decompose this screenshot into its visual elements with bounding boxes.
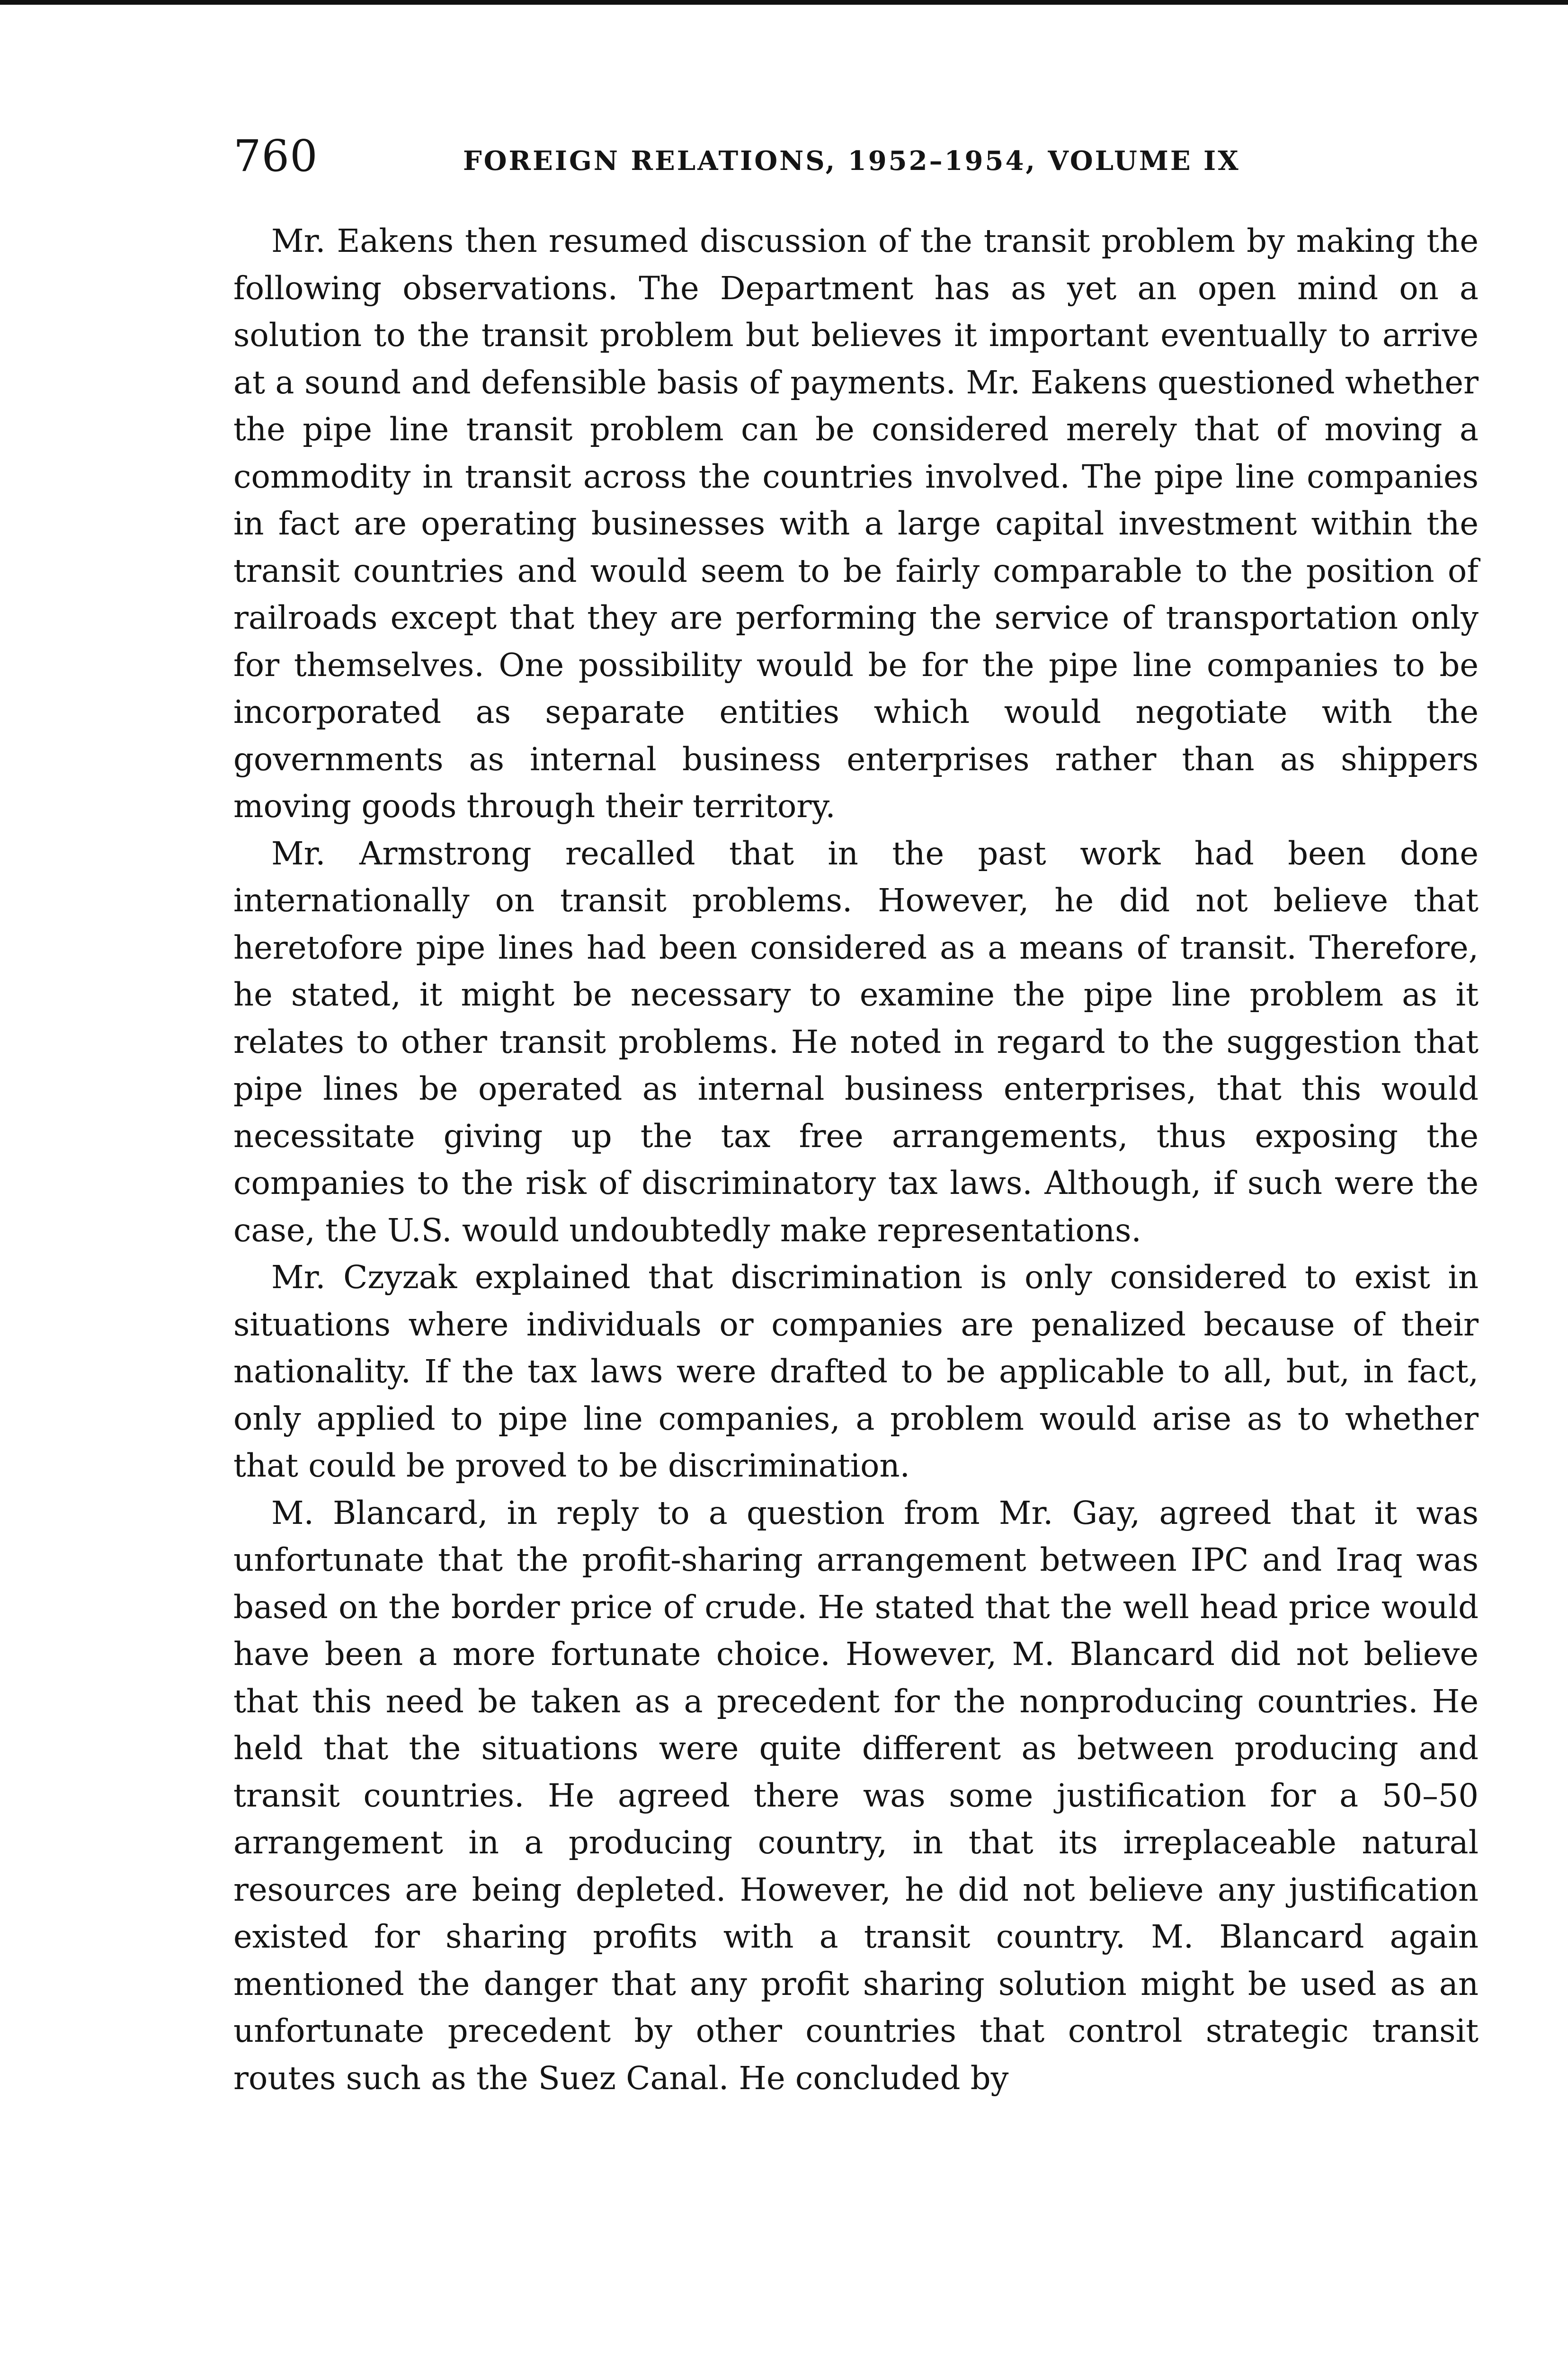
top-border-rule: [0, 0, 1568, 5]
paragraph-czyzak: Mr. Czyzak explained that discrimination is only considered to exist in situations where individuals or companies are penalized because of their nationality. If the tax laws were drafted to be applicable to all, but, in fact, only applied to pipe line companies, a problem would arise as to whether that could be proved to be discrimination.: [233, 1259, 1479, 1484]
body-text: [233, 218, 1479, 2102]
paragraph-blancard: M. Blancard, in reply to a question from Mr. Gay, agreed that it was unfortunate that the profit-sharing arrangement between IPC and Iraq was based on the border price of crude. He stated that the well head price would have been a more fortunate choice. However, M. Blancard did not believe that this need be taken as a precedent for the nonproducing countries. He held that the situations were quite different as between producing and transit countries. He agreed there was some justification for a 50–50 arrangement in a producing country, in that its irreplaceable natural resources are being depleted. However, he did not believe any justification existed for sharing profits with a transit country. M. Blancard again mentioned the danger that any profit sharing solution might be used as an unfortunate precedent by other countries that control strategic transit routes such as the Suez Canal. He concluded by: [233, 1494, 1479, 2097]
paragraph-eakens: Mr. Eakens then resumed discussion of the transit problem by making the following observations. The Department has as yet an open mind on a solution to the transit problem but believes it important eventually to arrive at a sound and defensible basis of payments. Mr. Eakens questioned whether the pipe line transit problem can be considered merely that of moving a commodity in transit across the countries involved. The pipe line companies in fact are operating businesses with a large capital investment within the transit countries and would seem to be fairly comparable to the position of railroads except that they are performing the service of transportation only for themselves. One possibility would be for the pipe line companies to be incorporated as separate entities which would negotiate with the governments as internal business enterprises rather than as shippers moving goods through their territory.: [233, 222, 1479, 825]
paragraph-armstrong: Mr. Armstrong recalled that in the past work had been done internationally on transit problems. However, he did not believe that heretofore pipe lines had been considered as a means of transit. Therefore, he stated, it might be necessary to examine the pipe line problem as it relates to other transit problems. He noted in regard to the suggestion that pipe lines be operated as internal business enterprises, that this would necessitate giving up the tax free arrangements, thus exposing the companies to the risk of discriminatory tax laws. Although, if such were the case, the U.S. would undoubtedly make representations.: [233, 835, 1479, 1249]
page-number: 760: [233, 131, 318, 181]
running-head: FOREIGN RELATIONS, 1952–1954, VOLUME IX: [463, 145, 1240, 177]
page-header: [233, 130, 1479, 192]
